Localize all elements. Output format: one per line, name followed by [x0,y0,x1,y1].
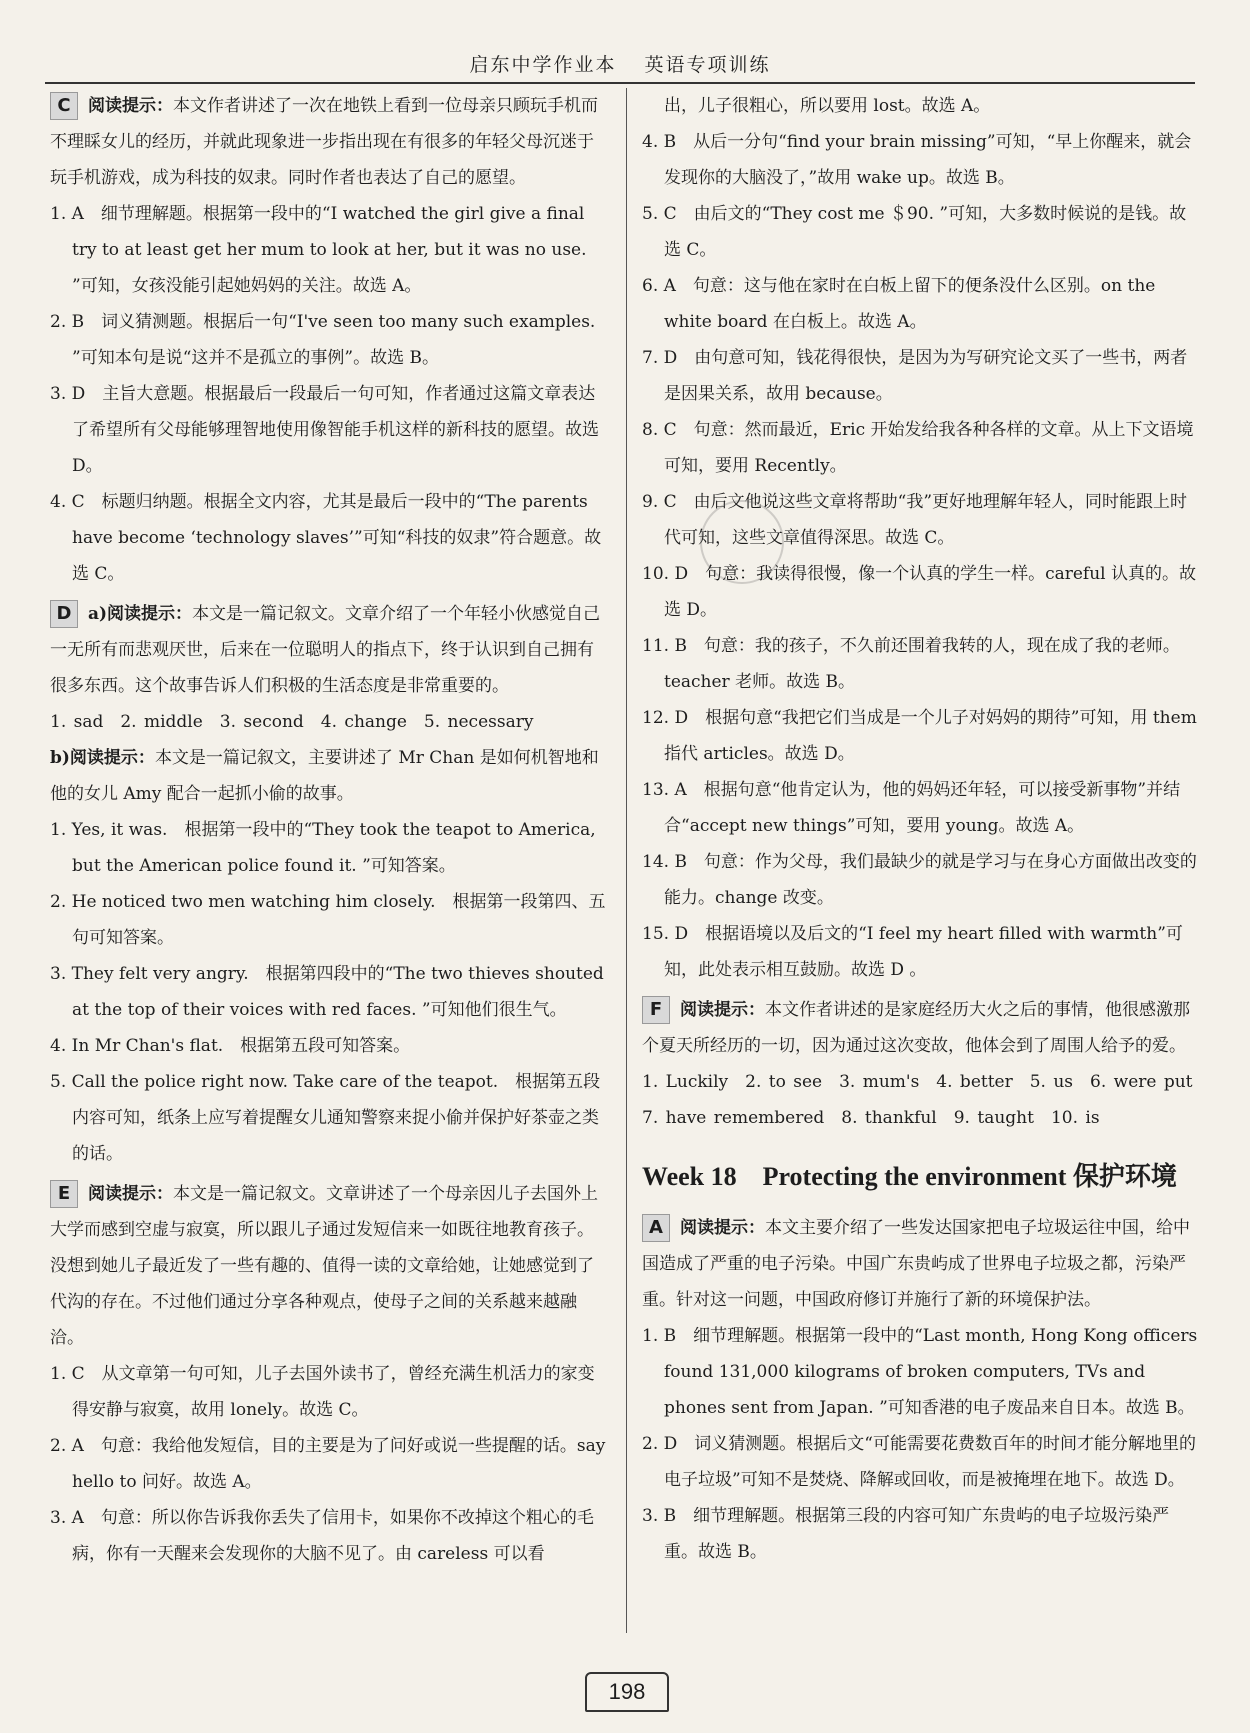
answer-item: 7. D 由句意可知，钱花得很快，是因为为写研究论文买了一些书，两者是因果关系，故用 because。 [642,348,1188,404]
answer-item: 15. D 根据语境以及后文的“I feel my heart filled with warmth”可知，此处表示相互鼓励。故选 D 。 [642,924,1183,980]
answer-item: 2. B 词义猜测题。根据后一句“I've seen too many such examples. ”可知本句是说“这并不是孤立的事例”。故选 B。 [50,312,596,368]
answers-row: 1. sad 2. middle 3. second 4. change 5. necessary [50,712,534,732]
answer-item: 10. D 句意：我读得很慢，像一个认真的学生一样。careful 认真的。故选 D。 [642,564,1196,620]
answer-item: 12. D 根据句意“我把它们当成是一个儿子对妈妈的期待”可知，用 them 指代 articles。故选 D。 [642,708,1197,764]
section-badge-d: D [50,600,78,628]
answer-item: 1. C 从文章第一句可知，儿子去国外读书了，曾经充满生机活力的家变得安静与寂寞，故用 lonely。故选 C。 [50,1364,595,1420]
section-e-hint [50,1176,610,1356]
answer-item: 3. B 细节理解题。根据第三段的内容可知广东贵屿的电子垃圾污染严重。故选 B。 [642,1506,1170,1562]
section-d-hint-a [50,596,610,704]
answer-item: 1. A 细节理解题。根据第一段中的“I watched the girl give a final try to at least get her mum to look at her, but it was no use. ”可知，女孩没能引起她妈妈的关注。故选 A。 [50,204,587,296]
answers-row: 7. have remembered 8. thankful 9. taught 10. is [642,1108,1100,1128]
week-title: Week 18 Protecting the environment 保护环境 [642,1162,1177,1191]
answer-item: 1. Yes, it was. 根据第一段中的“They took the teapot to America, but the American police found it. ”可知答案。 [50,820,596,876]
section-d-hint-b [50,740,610,812]
section-badge-c: C [50,92,78,120]
hint-text: 本文主要介绍了一些发达国家把电子垃圾运往中国，给中国造成了严重的电子污染。中国广东贵屿成了世界电子垃圾之都，污染严重。针对这一问题，中国政府修订并施行了新的环境保护法。 [642,1218,1190,1310]
answer-item: 6. A 句意：这与他在家时在白板上留下的便条没什么区别。on the white board 在白板上。故选 A。 [642,276,1156,332]
section-badge-e: E [50,1180,78,1208]
watermark-stamp [700,500,784,584]
answer-item: 13. A 根据句意“他肯定认为，他的妈妈还年轻，可以接受新事物”并结合“accept new things”可知，要用 young。故选 A。 [642,780,1181,836]
answer-item: 3. They felt very angry. 根据第四段中的“The two thieves shouted at the top of their voices with red faces. ”可知他们很生气。 [50,964,604,1020]
answer-item: 5. C 由后文的“They cost me ＄90. ”可知，大多数时候说的是钱。故选 C。 [642,204,1187,260]
section-badge-a: A [642,1214,670,1242]
hint-label: 阅读提示： [88,96,173,116]
answer-item: 14. B 句意：作为父母，我们最缺少的就是学习与在身心方面做出改变的能力。change 改变。 [642,852,1197,908]
answer-item: 3. D 主旨大意题。根据最后一段最后一句可知，作者通过这篇文章表达了希望所有父母能够理智地使用像智能手机这样的新科技的愿望。故选 D。 [50,384,599,476]
section-badge-f: F [642,996,670,1024]
answer-item: 4. B 从后一分句“find your brain missing”可知，“早上你醒来，就会发现你的大脑没了，”故用 wake up。故选 B。 [642,132,1192,188]
hint-text: 本文是一篇记叙文，主要讲述了 Mr Chan 是如何机智地和他的女儿 Amy 配合一起抓小偷的故事。 [50,748,599,804]
hint-text: 本文是一篇记叙文。文章介绍了一个年轻小伙感觉自己一无所有而悲观厌世，后来在一位聪明人的指点下，终于认识到自己拥有很多东西。这个故事告诉人们积极的生活态度是非常重要的。 [50,604,601,696]
column-divider [626,88,627,1633]
book-title: 启东中学作业本 [469,54,617,76]
page-number: 198 [585,1672,669,1712]
answer-item: 5. Call the police right now. Take care of the teapot. 根据第五段内容可知，纸条上应写着提醒女儿通知警察来捉小偷并保护好茶壶之类的话。 [50,1072,601,1164]
answer-item: 4. In Mr Chan's flat. 根据第五段可知答案。 [50,1036,411,1056]
answer-item: 2. A 句意：我给他发短信，目的主要是为了问好或说一些提醒的话。say hello to 问好。故选 A。 [50,1436,606,1492]
answer-item: 8. C 句意：然而最近，Eric 开始发给我各种各样的文章。从上下文语境可知，要用 Recently。 [642,420,1194,476]
answer-item: 1. B 细节理解题。根据第一段中的“Last month, Hong Kong officers found 131,000 kilograms of broken computers, TVs and phones sent from Japan. ”可知香港的电子废品来自日本。故选 B。 [642,1326,1198,1418]
section-c-hint [50,88,610,196]
answer-item: 2. He noticed two men watching him closely. 根据第一段第四、五句可知答案。 [50,892,606,948]
page-header [45,50,1195,84]
answer-item: 3. A 句意：所以你告诉我你丢失了信用卡，如果你不改掉这个粗心的毛病，你有一天醒来会发现你的大脑不见了。由 careless 可以看 [50,1508,594,1564]
answer-item: 11. B 句意：我的孩子，不久前还围着我转的人，现在成了我的老师。teacher 老师。故选 B。 [642,636,1180,692]
answer-item: 9. C 由后文他说这些文章将帮助“我”更好地理解年轻人，同时能跟上时代可知，这些文章值得深思。故选 C。 [642,492,1188,548]
section-f-hint [642,992,1202,1064]
hint-label: a)阅读提示： [88,604,193,624]
answer-item: 2. D 词义猜测题。根据后文“可能需要花费数百年的时间才能分解地里的电子垃圾”可知不是焚烧、降解或回收，而是被掩埋在地下。故选 D。 [642,1434,1196,1490]
subject-title: 英语专项训练 [644,54,771,76]
hint-text: 本文是一篇记叙文。文章讲述了一个母亲因儿子去国外上大学而感到空虚与寂寞，所以跟儿子通过发短信来一如既往地教育孩子。没想到她儿子最近发了一些有趣的、值得一读的文章给她，让她感觉到了代沟的存在。不过他们通过分享各种观点，使母子之间的关系越来越融洽。 [50,1184,598,1348]
hint-label: 阅读提示： [680,1218,765,1238]
continued-text: 出，儿子很粗心，所以要用 lost。故选 A。 [664,96,991,116]
hint-label: 阅读提示： [88,1184,173,1204]
section-a-hint [642,1210,1202,1318]
hint-label: 阅读提示： [680,1000,765,1020]
answer-item: 4. C 标题归纳题。根据全文内容，尤其是最后一段中的“The parents have become ‘technology slaves’”可知“科技的奴隶”符合题意。故选 C。 [50,492,602,584]
hint-text: 本文作者讲述了一次在地铁上看到一位母亲只顾玩手机而不理睬女儿的经历，并就此现象进一步指出现在有很多的年轻父母沉迷于玩手机游戏，成为科技的奴隶。同时作者也表达了自己的愿望。 [50,96,598,188]
hint-label: b)阅读提示： [50,748,155,768]
right-column [642,88,1202,1570]
answers-row: 1. Luckily 2. to see 3. mum's 4. better 5. us 6. were put [642,1072,1193,1092]
left-column [50,88,610,1572]
hint-text: 本文作者讲述的是家庭经历大火之后的事情，他很感激那个夏天所经历的一切，因为通过这次变故，他体会到了周围人给予的爱。 [642,1000,1190,1056]
